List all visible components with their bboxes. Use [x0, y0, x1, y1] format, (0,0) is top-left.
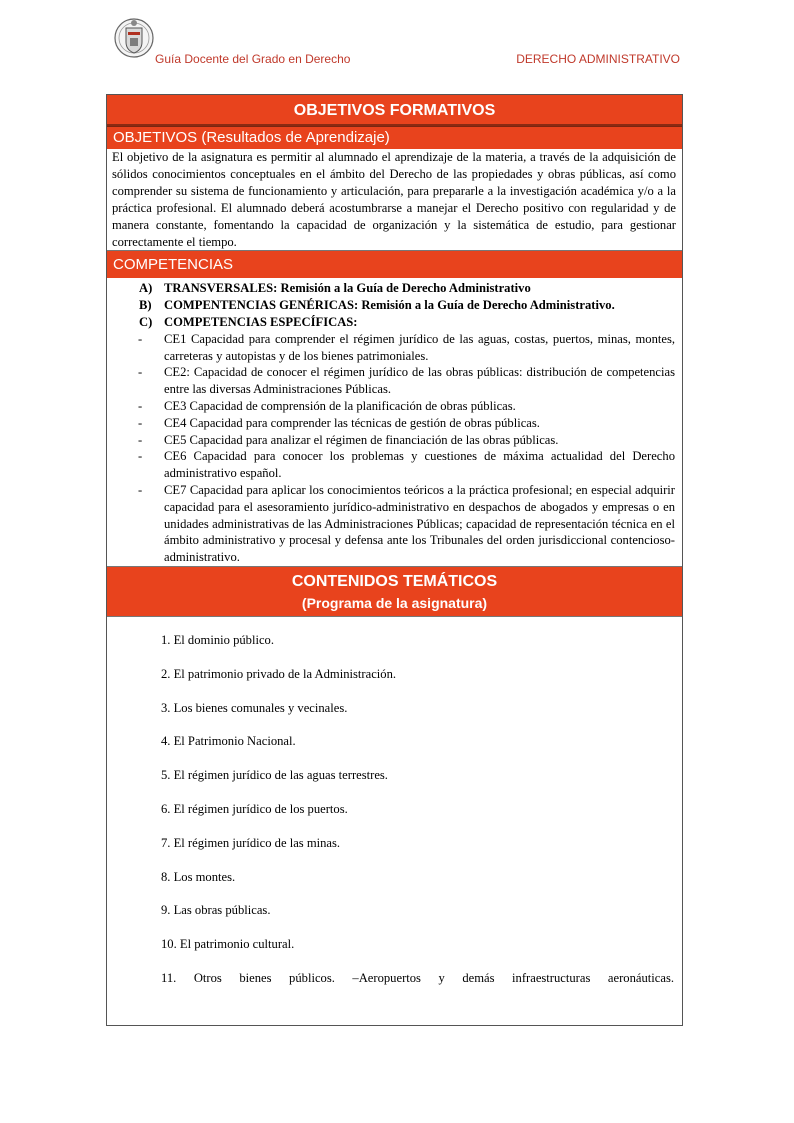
university-seal-icon [113, 14, 155, 62]
contenidos-subtitle: (Programa de la asignatura) [301, 594, 488, 611]
bullet-dash: - [138, 415, 143, 430]
especifica-text: CE4 Capacidad para comprender las técnicas de gestión de obras públicas. [164, 415, 540, 430]
guide-title: Guía Docente del Grado en Derecho [155, 52, 351, 66]
competencia-text: TRANSVERSALES: Remisión a la Guía de Derecho Administrativo [164, 281, 531, 296]
tema-item: 10. El patrimonio cultural. [161, 937, 295, 952]
tema-item: 1. El dominio público. [161, 632, 274, 647]
especifica-text: CE3 Capacidad de comprensión de la planificación de obras públicas. [164, 399, 516, 414]
course-guide-table [106, 94, 683, 1026]
tema-item: 8. Los montes. [161, 869, 236, 884]
bullet-dash: - [138, 365, 143, 380]
especifica-item [112, 432, 675, 449]
especifica-text: CE1 Capacidad para comprender el régimen jurídico de las aguas, costas, puertos, minas, montes, carreteras y autopistas y de los bienes patrimoniales. [164, 331, 675, 363]
tema-item: 5. El régimen jurídico de las aguas terrestres. [161, 768, 388, 783]
competencia-label: C) [139, 315, 153, 330]
tema-item: 7. El régimen jurídico de las minas. [161, 835, 341, 850]
contenidos-title: CONTENIDOS TEMÁTICOS [291, 572, 498, 590]
tema-item: 11. Otros bienes públicos. –Aeropuertos y demás infraestructuras aeronáuticas. [161, 970, 674, 985]
especifica-item [112, 415, 675, 432]
tema-item: 2. El patrimonio privado de la Administración. [161, 666, 397, 681]
bullet-dash: - [138, 449, 143, 464]
bullet-dash: - [138, 432, 143, 447]
objetivos-paragraph: El objetivo de la asignatura es permitir al alumnado el aprendizaje de la materia, a través de la adquisición de sólidos conocimientos conceptuales en el ámbito del Derecho de las propiedades y obras públicas, así como comprender su sistema de funcionamiento y articulación, para prepararle a la investigación académica y/o a la práctica profesional. El alumnado deberá acostumbrarse a manejar el Derecho positivo con regularidad y de manera constante, fomentando la capacidad de organización y la sistemática de estudio, para gestionar correctamente el tiempo. [112, 150, 676, 249]
competencia-label: B) [139, 298, 152, 313]
especifica-text: CE2: Capacidad de conocer el régimen jurídico de las obras públicas: distribución de competencias entre las diversas Administraciones Públicas. [164, 365, 675, 397]
tema-item: 3. Los bienes comunales y vecinales. [161, 700, 348, 715]
especifica-text: CE6 Capacidad para conocer los problemas y cuestiones de máxima actualidad del Derecho administrativo español. [164, 449, 675, 481]
competencia-item [112, 297, 675, 314]
competencias-heading: COMPETENCIAS [107, 250, 682, 278]
tema-item: 4. El Patrimonio Nacional. [161, 734, 296, 749]
competencia-text: COMPETENCIAS ESPECÍFICAS: [164, 315, 358, 330]
competencia-label: A) [139, 281, 153, 296]
especifica-text: CE5 Capacidad para analizar el régimen de financiación de las obras públicas. [164, 432, 559, 447]
competencia-item [112, 280, 675, 297]
competencias-list [107, 278, 682, 566]
competencia-item [112, 314, 675, 331]
bullet-dash: - [138, 399, 143, 414]
contenidos-tematicos-heading [107, 566, 682, 617]
tema-item: 9. Las obras públicas. [161, 903, 271, 918]
objetivos-formativos-heading: OBJETIVOS FORMATIVOS [107, 95, 682, 126]
especifica-item [112, 331, 675, 365]
especifica-text: CE7 Capacidad para aplicar los conocimientos teóricos a la práctica profesional; en especial adquirir capacidad para el asesoramiento jurídico-administrativo en despachos de abogados y empresas o en unidades administrativas de las Administraciones Públicas; capacidad de representación técnica en el ámbito administrativo y procesal y defensa ante los Tribunales del orden jurisdiccional contencioso-administrativo. [164, 483, 675, 565]
especifica-item [112, 398, 675, 415]
especifica-item [112, 364, 675, 398]
especifica-item [112, 482, 675, 566]
tema-item: 6. El régimen jurídico de los puertos. [161, 801, 348, 816]
competencia-text: COMPENTENCIAS GENÉRICAS: Remisión a la Guía de Derecho Administrativo. [164, 298, 615, 313]
subject-title: DERECHO ADMINISTRATIVO [516, 52, 680, 66]
bullet-dash: - [138, 331, 143, 346]
especifica-item [112, 448, 675, 482]
temas-list [107, 617, 682, 1002]
objetivos-subheading: OBJETIVOS (Resultados de Aprendizaje) [107, 126, 682, 149]
bullet-dash: - [138, 483, 143, 497]
